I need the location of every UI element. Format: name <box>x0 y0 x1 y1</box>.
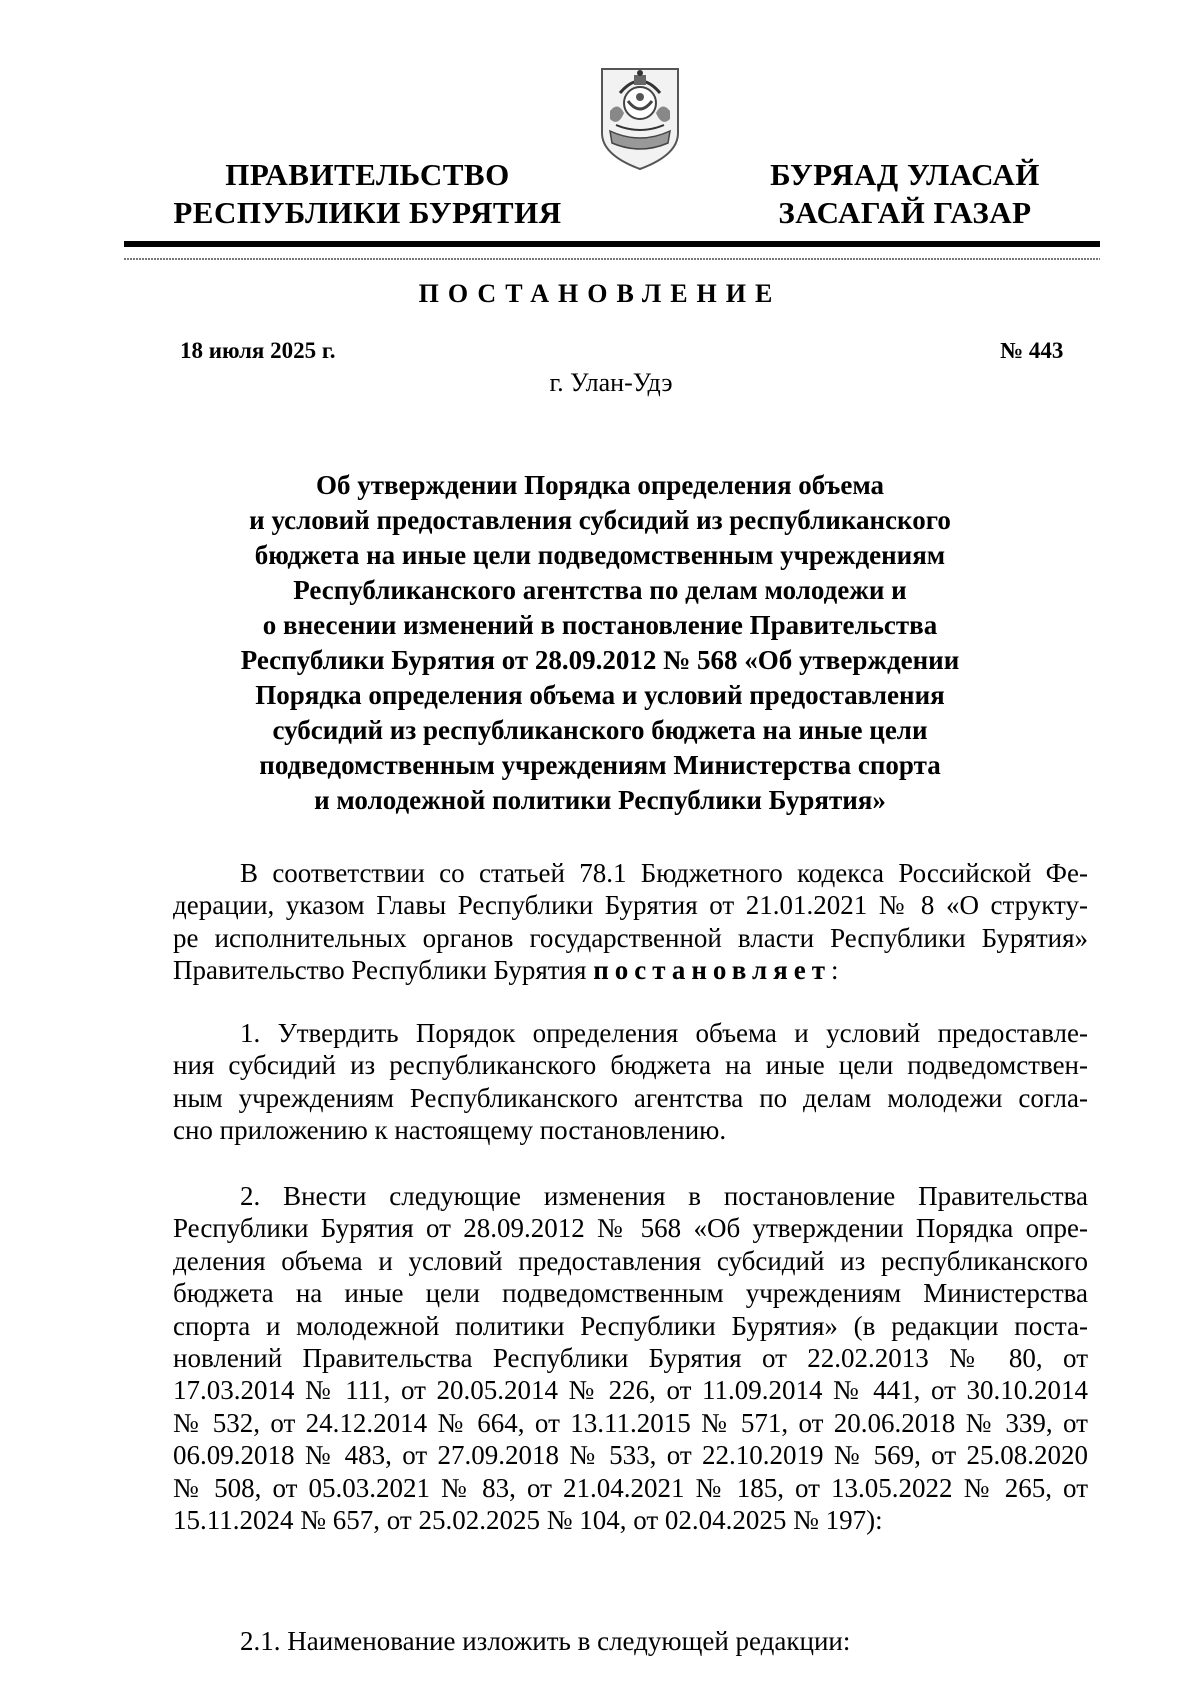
preamble-line: В соответствии со статьей 78.1 Бюджетного кодекса Российской Фе- <box>240 858 1088 888</box>
item-1-line: 1. Утвердить Порядок определения объема и условий предоставле- <box>240 1018 1088 1048</box>
coat-of-arms-emblem <box>580 55 700 175</box>
government-name-buryat <box>740 156 1070 232</box>
item-1-paragraph <box>173 1017 1088 1147</box>
government-name-russian <box>170 156 565 232</box>
subject-line: о внесении изменений в постановление Правительства <box>262 610 938 640</box>
subject-line: субсидий из республиканского бюджета на иные цели <box>272 715 928 745</box>
item-2-paragraph <box>173 1180 1088 1536</box>
item-2-line: бюджета на иные цели подведомственным учреждениям Министерства <box>173 1278 1088 1309</box>
subject-line: Порядка определения объема и условий предоставления <box>255 680 945 710</box>
subject-line: подведомственным учреждениям Министерства спорта <box>259 750 941 780</box>
item-2-1-line: 2.1. Наименование изложить в следующей редакции: <box>240 1626 851 1656</box>
preamble-final-prefix: Правительство Республики Бурятия <box>173 955 594 986</box>
subject-line: Республиканского агентства по делам молодежи и <box>293 575 907 605</box>
government-name-buryat-line2: ЗАСАГАЙ ГАЗАР <box>778 195 1032 230</box>
item-2-line: 17.03.2014 № 111, от 20.05.2014 № 226, от 11.09.2014 № 441, от 30.10.2014 <box>173 1375 1088 1406</box>
item-2-line: № 532, от 24.12.2014 № 664, от 13.11.2015 № 571, от 20.06.2018 № 339, от <box>173 1407 1088 1438</box>
header-divider-thin <box>124 258 1100 260</box>
item-2-line: № 508, от 05.03.2021 № 83, от 21.04.2021 № 185, от 13.05.2022 № 265, от <box>173 1472 1088 1503</box>
subject-line: и молодежной политики Республики Бурятия» <box>314 785 886 815</box>
item-1-line: ным учреждениям Республиканского агентства по делам молодежи согла- <box>173 1082 1088 1113</box>
preamble-final-line <box>173 954 1088 986</box>
item-1-line: ния субсидий из республиканского бюджета на иные цели подведомствен- <box>173 1050 1088 1081</box>
decree-date: 18 июля 2025 г. <box>180 338 336 363</box>
coat-of-arms-icon <box>580 55 700 175</box>
government-name-buryat-line1: БУРЯАД УЛАСАЙ <box>770 157 1040 192</box>
header-divider-thick <box>124 241 1100 247</box>
preamble-paragraph <box>173 857 1088 987</box>
item-2-line: 06.09.2018 № 483, от 27.09.2018 № 533, от 22.10.2019 № 569, от 25.08.2020 <box>173 1440 1088 1471</box>
subject-line: и условий предоставления субсидий из республиканского <box>249 505 951 535</box>
document-type: ПОСТАНОВЛЕНИЕ <box>418 279 782 308</box>
preamble-line: дерации, указом Главы Республики Бурятия от 21.01.2021 № 8 «О структу- <box>173 890 1088 921</box>
item-2-line: спорта и молодежной политики Республики Бурятия» (в редакции поста- <box>173 1310 1088 1341</box>
item-2-line: 15.11.2024 № 657, от 25.02.2025 № 104, от 02.04.2025 № 197): <box>173 1505 883 1536</box>
government-name-line2: РЕСПУБЛИКИ БУРЯТИЯ <box>173 195 562 230</box>
government-name-line1: ПРАВИТЕЛЬСТВО <box>225 157 510 192</box>
item-1-line: сно приложению к настоящему постановлению. <box>173 1115 727 1146</box>
item-2-1-paragraph <box>173 1625 1088 1657</box>
decision-keyword: постановляет <box>593 955 831 986</box>
preamble-final-suffix: : <box>830 955 839 986</box>
subject-line: Республики Бурятия от 28.09.2012 № 568 «Об утверждении <box>240 645 960 675</box>
decree-number: № 443 <box>1000 338 1064 363</box>
preamble-line: ре исполнительных органов государственной власти Республики Бурятия» <box>173 922 1088 953</box>
item-2-line: 2. Внести следующие изменения в постановление Правительства <box>240 1181 1088 1211</box>
subject-line: бюджета на иные цели подведомственным учреждениям <box>254 540 946 570</box>
decree-subject <box>180 468 1020 818</box>
decree-city: г. Улан-Удэ <box>549 368 673 397</box>
item-2-line: Республики Бурятия от 28.09.2012 № 568 «Об утверждении Порядка опре- <box>173 1213 1088 1244</box>
item-2-line: новлений Правительства Республики Бурятия от 22.02.2013 № 80, от <box>173 1343 1088 1374</box>
subject-line: Об утверждении Порядка определения объема <box>315 470 885 500</box>
item-2-line: деления объема и условий предоставления субсидий из республиканского <box>173 1245 1088 1276</box>
